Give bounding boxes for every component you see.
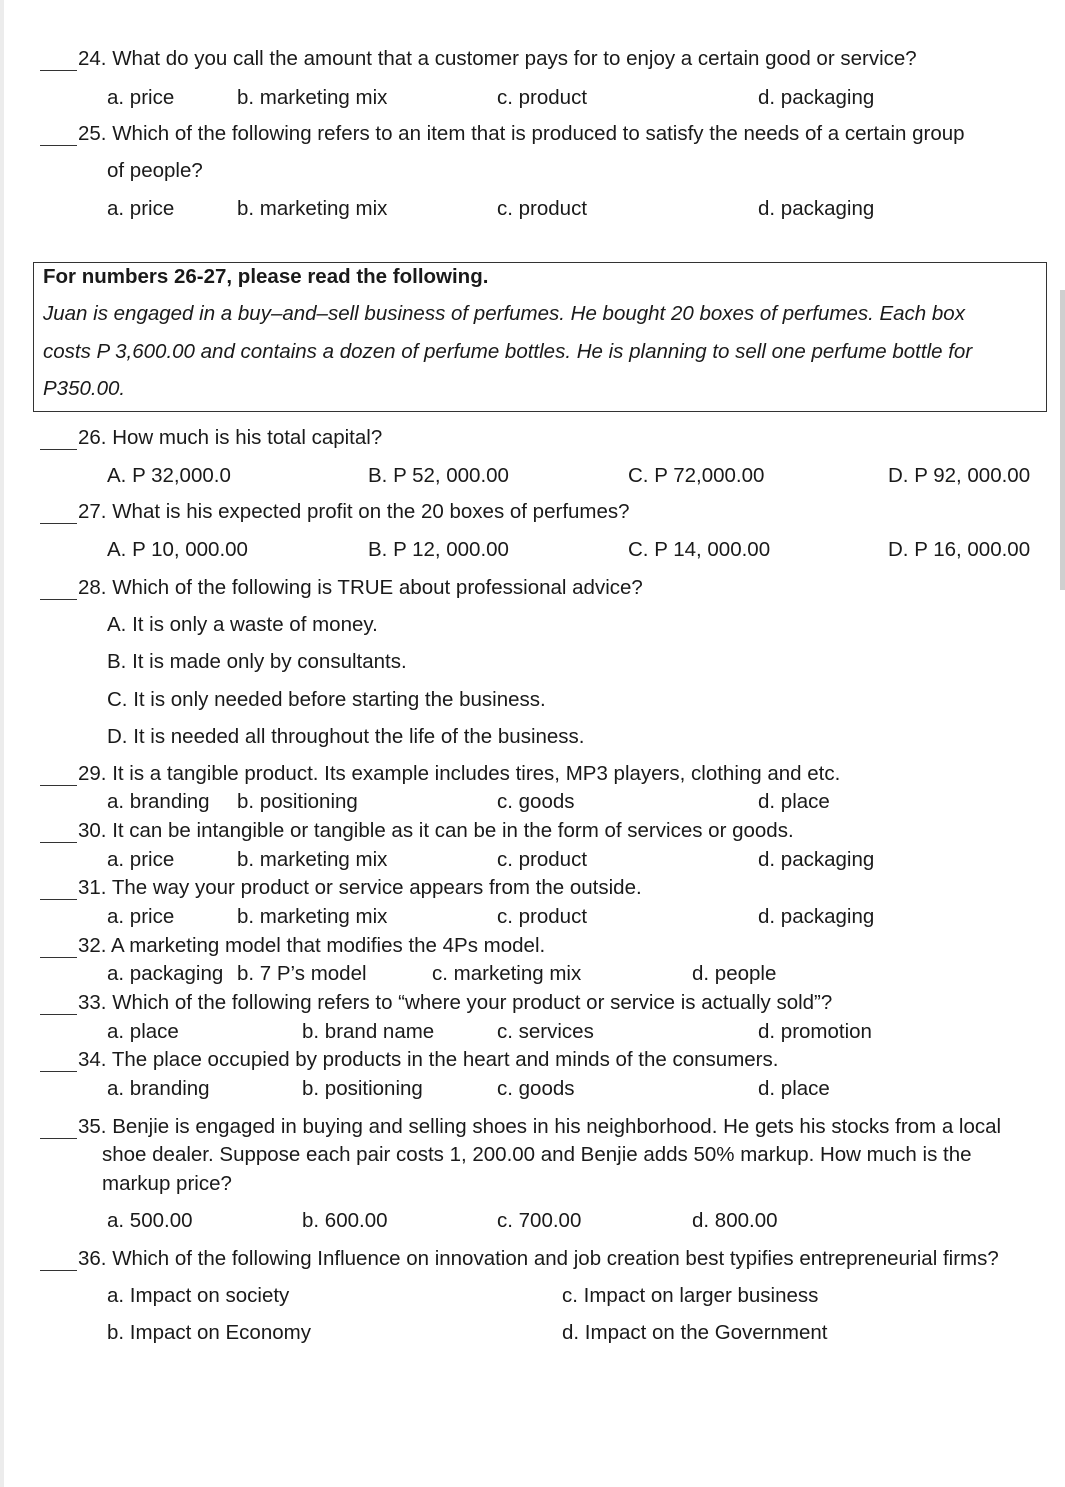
question-35-line2: shoe dealer. Suppose each pair costs 1, 200.00 and Benjie adds 50% markup. How much is the bbox=[102, 1143, 972, 1166]
answer-blank-31[interactable] bbox=[40, 899, 77, 900]
question-35-line3: markup price? bbox=[102, 1172, 232, 1195]
choice-34-b: b. positioning bbox=[302, 1077, 423, 1100]
answer-blank-36[interactable] bbox=[40, 1270, 77, 1271]
choice-24-b: b. marketing mix bbox=[237, 86, 388, 109]
question-29: 29. It is a tangible product. Its example includes tires, MP3 players, clothing and etc. bbox=[78, 762, 841, 785]
choice-28-d: D. It is needed all throughout the life of the business. bbox=[107, 725, 585, 748]
choice-32-a: a. packaging bbox=[107, 962, 224, 985]
question-25-line1: 25. Which of the following refers to an item that is produced to satisfy the needs of a certain group bbox=[78, 122, 965, 145]
passage-title: For numbers 26-27, please read the following. bbox=[43, 265, 489, 288]
question-28: 28. Which of the following is TRUE about professional advice? bbox=[78, 576, 643, 599]
choice-26-d: D. P 92, 000.00 bbox=[888, 464, 1031, 487]
answer-blank-30[interactable] bbox=[40, 842, 77, 843]
choice-27-c: C. P 14, 000.00 bbox=[628, 538, 771, 561]
choice-29-a: a. branding bbox=[107, 790, 210, 813]
choice-26-a: A. P 32,000.0 bbox=[107, 464, 231, 487]
choice-30-d: d. packaging bbox=[758, 848, 875, 871]
choice-24-d: d. packaging bbox=[758, 86, 875, 109]
choice-29-c: c. goods bbox=[497, 790, 575, 813]
choice-34-a: a. branding bbox=[107, 1077, 210, 1100]
choice-31-c: c. product bbox=[497, 905, 588, 928]
answer-blank-29[interactable] bbox=[40, 785, 77, 786]
answer-blank-33[interactable] bbox=[40, 1014, 77, 1015]
choice-32-d: d. people bbox=[692, 962, 777, 985]
choice-29-d: d. place bbox=[758, 790, 830, 813]
choice-29-b: b. positioning bbox=[237, 790, 358, 813]
passage-line-1: Juan is engaged in a buy–and–sell business of perfumes. He bought 20 boxes of perfumes. Each box bbox=[43, 302, 965, 325]
choice-25-b: b. marketing mix bbox=[237, 197, 388, 220]
choice-28-b: B. It is made only by consultants. bbox=[107, 650, 407, 673]
choice-36-b: b. Impact on Economy bbox=[107, 1321, 311, 1344]
question-33: 33. Which of the following refers to “where your product or service is actually sold”? bbox=[78, 991, 833, 1014]
page-left-edge bbox=[0, 0, 4, 1487]
answer-blank-27[interactable] bbox=[40, 523, 77, 524]
choice-25-a: a. price bbox=[107, 197, 175, 220]
choice-36-c: c. Impact on larger business bbox=[562, 1284, 819, 1307]
choice-33-c: c. services bbox=[497, 1020, 594, 1043]
choice-28-a: A. It is only a waste of money. bbox=[107, 613, 378, 636]
choice-24-c: c. product bbox=[497, 86, 588, 109]
answer-blank-32[interactable] bbox=[40, 957, 77, 958]
choice-27-d: D. P 16, 000.00 bbox=[888, 538, 1031, 561]
passage-line-3: P350.00. bbox=[43, 377, 126, 400]
choice-27-b: B. P 12, 000.00 bbox=[368, 538, 509, 561]
answer-blank-24[interactable] bbox=[40, 70, 77, 71]
choice-25-d: d. packaging bbox=[758, 197, 875, 220]
question-27: 27. What is his expected profit on the 20 boxes of perfumes? bbox=[78, 500, 630, 523]
choice-30-c: c. product bbox=[497, 848, 588, 871]
choice-31-a: a. price bbox=[107, 905, 175, 928]
choice-36-a: a. Impact on society bbox=[107, 1284, 290, 1307]
answer-blank-25[interactable] bbox=[40, 145, 77, 146]
choice-33-b: b. brand name bbox=[302, 1020, 435, 1043]
choice-36-d: d. Impact on the Government bbox=[562, 1321, 828, 1344]
choice-34-c: c. goods bbox=[497, 1077, 575, 1100]
choice-31-d: d. packaging bbox=[758, 905, 875, 928]
question-34: 34. The place occupied by products in the heart and minds of the consumers. bbox=[78, 1048, 779, 1071]
scrollbar-thumb[interactable] bbox=[1060, 290, 1065, 590]
choice-24-a: a. price bbox=[107, 86, 175, 109]
passage-line-2: costs P 3,600.00 and contains a dozen of perfume bottles. He is planning to sell one perfume bottle for bbox=[43, 340, 973, 363]
choice-32-c: c. marketing mix bbox=[432, 962, 582, 985]
question-31: 31. The way your product or service appears from the outside. bbox=[78, 876, 642, 899]
question-25-line2: of people? bbox=[107, 159, 203, 182]
choice-26-b: B. P 52, 000.00 bbox=[368, 464, 509, 487]
question-36: 36. Which of the following Influence on innovation and job creation best typifies entrepreneurial firms? bbox=[78, 1247, 999, 1270]
question-30: 30. It can be intangible or tangible as it can be in the form of services or goods. bbox=[78, 819, 794, 842]
question-32: 32. A marketing model that modifies the 4Ps model. bbox=[78, 934, 546, 957]
choice-30-b: b. marketing mix bbox=[237, 848, 388, 871]
choice-28-c: C. It is only needed before starting the business. bbox=[107, 688, 546, 711]
choice-25-c: c. product bbox=[497, 197, 588, 220]
answer-blank-34[interactable] bbox=[40, 1071, 77, 1072]
choice-33-d: d. promotion bbox=[758, 1020, 872, 1043]
choice-35-b: b. 600.00 bbox=[302, 1209, 388, 1232]
choice-34-d: d. place bbox=[758, 1077, 830, 1100]
choice-32-b: b. 7 P’s model bbox=[237, 962, 367, 985]
choice-35-a: a. 500.00 bbox=[107, 1209, 193, 1232]
choice-30-a: a. price bbox=[107, 848, 175, 871]
choice-33-a: a. place bbox=[107, 1020, 179, 1043]
choice-26-c: C. P 72,000.00 bbox=[628, 464, 765, 487]
question-35-line1: 35. Benjie is engaged in buying and selling shoes in his neighborhood. He gets his stocks from a local bbox=[78, 1115, 1002, 1138]
choice-27-a: A. P 10, 000.00 bbox=[107, 538, 248, 561]
choice-35-d: d. 800.00 bbox=[692, 1209, 778, 1232]
question-26: 26. How much is his total capital? bbox=[78, 426, 383, 449]
answer-blank-26[interactable] bbox=[40, 449, 77, 450]
answer-blank-28[interactable] bbox=[40, 599, 77, 600]
choice-31-b: b. marketing mix bbox=[237, 905, 388, 928]
answer-blank-35[interactable] bbox=[40, 1138, 77, 1139]
question-24: 24. What do you call the amount that a customer pays for to enjoy a certain good or service? bbox=[78, 47, 917, 70]
choice-35-c: c. 700.00 bbox=[497, 1209, 582, 1232]
